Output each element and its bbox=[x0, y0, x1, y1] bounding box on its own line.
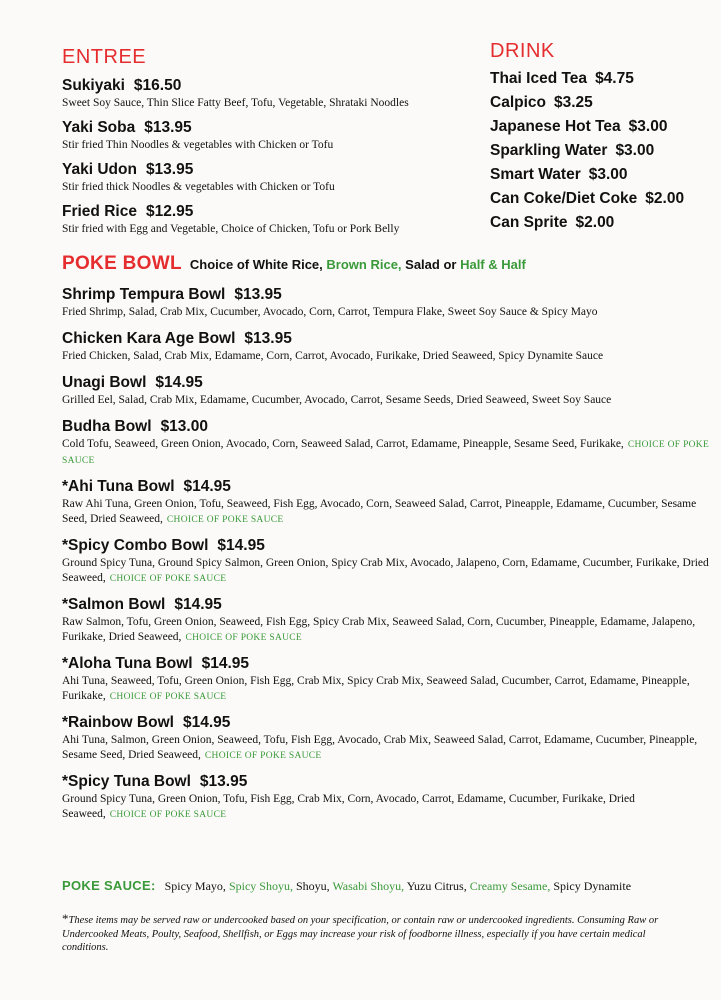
bowl-item-title bbox=[62, 536, 712, 556]
item-name: Unagi Bowl bbox=[62, 374, 147, 391]
item-price: $16.50 bbox=[133, 77, 182, 94]
item-description bbox=[62, 733, 712, 764]
item-name: *Salmon Bowl bbox=[62, 596, 166, 613]
bowl-item-title bbox=[62, 373, 712, 393]
drink-name: Thai Iced Tea bbox=[490, 70, 588, 87]
entree-item bbox=[62, 160, 482, 195]
item-description bbox=[62, 615, 712, 646]
sauce-option: Creamy Sesame, bbox=[469, 879, 551, 893]
drink-price: $3.00 bbox=[615, 142, 655, 159]
drink-item bbox=[490, 187, 715, 211]
asterisk: * bbox=[62, 911, 69, 926]
item-name: *Ahi Tuna Bowl bbox=[62, 478, 175, 495]
item-ingredients: Cold Tofu, Seaweed, Green Onion, Avocado, Corn, Seaweed Salad, Carrot, Edamame, Pineapple, Sesame Seed, Furikake, bbox=[62, 438, 624, 450]
item-ingredients: Ahi Tuna, Seaweed, Tofu, Green Onion, Fish Egg, Crab Mix, Spicy Crab Mix, Seaweed Salad, Cucumber, Carrot, Edamame, Pineapple, Furikake, bbox=[62, 675, 690, 702]
item-description bbox=[62, 393, 712, 409]
item-name: *Rainbow Bowl bbox=[62, 714, 174, 731]
bowl-item bbox=[62, 536, 712, 587]
bowl-item-title bbox=[62, 477, 712, 497]
item-name: *Spicy Tuna Bowl bbox=[62, 773, 191, 790]
sauce-tag: CHOICE OF POKE SAUCE bbox=[109, 574, 227, 584]
item-name: Fried Rice bbox=[62, 203, 137, 220]
sauce-tag: CHOICE OF POKE SAUCE bbox=[109, 692, 227, 702]
entree-item bbox=[62, 202, 482, 237]
drink-item bbox=[490, 115, 715, 139]
bowl-item-title bbox=[62, 772, 712, 792]
item-price: $13.00 bbox=[160, 418, 208, 435]
entree-item bbox=[62, 118, 482, 153]
choice-brown-rice: Brown Rice, bbox=[326, 257, 402, 272]
item-name: Yaki Soba bbox=[62, 119, 136, 136]
bowl-item bbox=[62, 417, 712, 469]
item-description bbox=[62, 497, 712, 528]
item-description: Sweet Soy Sauce, Thin Slice Fatty Beef, Tofu, Vegetable, Shrataki Noodles bbox=[62, 97, 409, 109]
item-name: *Spicy Combo Bowl bbox=[62, 537, 209, 554]
bowl-item-title bbox=[62, 285, 712, 305]
drink-price: $3.25 bbox=[553, 94, 593, 111]
item-name: Chicken Kara Age Bowl bbox=[62, 330, 236, 347]
item-price: $13.95 bbox=[145, 161, 194, 178]
sauce-tag: CHOICE OF POKE SAUCE bbox=[185, 633, 303, 643]
sauce-option: Yuzu Citrus, bbox=[406, 879, 467, 893]
item-price: $14.95 bbox=[174, 596, 222, 613]
sauce-tag: CHOICE OF POKE SAUCE bbox=[109, 810, 227, 820]
drink-list bbox=[490, 67, 715, 235]
item-description bbox=[62, 792, 712, 823]
disclaimer-text: These items may be served raw or undercooked based on your specification, or contain raw or undercooked ingredients. Consuming Raw or Undercooked Meats, Poulty, Seafood, Shellfish, or Eggs may increase your risk of foodborne illness, especially if you have certain medical conditions. bbox=[62, 915, 659, 953]
entree-item bbox=[62, 76, 482, 111]
item-price: $13.95 bbox=[199, 773, 248, 790]
item-ingredients: Raw Salmon, Tofu, Green Onion, Seaweed, Fish Egg, Spicy Crab Mix, Seaweed Salad, Corn, Cucumber, Pineapple, Edamame, Jalapeno, Furikake, Dried Seaweed, bbox=[62, 616, 696, 643]
item-name: Budha Bowl bbox=[62, 418, 152, 435]
entree-item-title bbox=[62, 76, 482, 96]
bowl-item-title bbox=[62, 595, 712, 615]
bowl-item-title bbox=[62, 329, 712, 349]
item-price: $12.95 bbox=[145, 203, 194, 220]
poke-bowl-list bbox=[62, 285, 712, 831]
sauce-option: Spicy Mayo, bbox=[164, 879, 226, 893]
drink-name: Can Coke/Diet Coke bbox=[490, 190, 638, 207]
item-description bbox=[62, 349, 712, 365]
drink-heading: DRINK bbox=[490, 40, 555, 62]
drink-name: Calpico bbox=[490, 94, 546, 111]
item-ingredients: Ahi Tuna, Salmon, Green Onion, Seaweed, Tofu, Fish Egg, Avocado, Crab Mix, Seaweed Salad, Carrot, Edamame, Cucumber, Pineapple, Sesame Seed, Dried Seaweed, bbox=[62, 734, 698, 761]
drink-item bbox=[490, 211, 715, 235]
drink-name: Sparkling Water bbox=[490, 142, 608, 159]
poke-bowl-heading: POKE BOWL bbox=[62, 253, 182, 274]
item-name: *Aloha Tuna Bowl bbox=[62, 655, 193, 672]
choice-half-half: Half & Half bbox=[460, 257, 526, 272]
item-description: Stir fried with Egg and Vegetable, Choice of Chicken, Tofu or Pork Belly bbox=[62, 223, 400, 235]
drink-name: Can Sprite bbox=[490, 214, 568, 231]
choice-salad: Salad or bbox=[405, 257, 457, 272]
item-description bbox=[62, 556, 712, 587]
entree-item-title bbox=[62, 160, 482, 180]
item-description bbox=[62, 437, 712, 469]
drink-name: Smart Water bbox=[490, 166, 581, 183]
raw-food-disclaimer bbox=[62, 912, 672, 955]
drink-price: $3.00 bbox=[628, 118, 668, 135]
item-name: Sukiyaki bbox=[62, 77, 125, 94]
item-ingredients: Grilled Eel, Salad, Crab Mix, Edamame, Cucumber, Avocado, Carrot, Sesame Seeds, Dried Seaweed, Sweet Soy Sauce bbox=[62, 394, 612, 406]
bowl-item bbox=[62, 285, 712, 321]
item-description bbox=[62, 305, 712, 321]
sauce-option: Shoyu, bbox=[295, 879, 330, 893]
entree-list bbox=[62, 76, 482, 244]
drink-item bbox=[490, 91, 715, 115]
sauce-tag: CHOICE OF POKE SAUCE bbox=[204, 751, 322, 761]
item-price: $13.95 bbox=[244, 330, 292, 347]
item-ingredients: Fried Shrimp, Salad, Crab Mix, Cucumber, Avocado, Corn, Carrot, Tempura Flake, Sweet Soy Sauce & Spicy Mayo bbox=[62, 306, 598, 318]
item-price: $14.95 bbox=[201, 655, 250, 672]
item-price: $13.95 bbox=[144, 119, 192, 136]
item-name: Shrimp Tempura Bowl bbox=[62, 286, 226, 303]
bowl-item-title bbox=[62, 654, 712, 674]
bowl-item bbox=[62, 373, 712, 409]
item-description bbox=[62, 674, 712, 705]
item-price: $14.95 bbox=[217, 537, 265, 554]
drink-item bbox=[490, 163, 715, 187]
drink-price: $4.75 bbox=[595, 70, 634, 87]
choice-white-rice: Choice of White Rice, bbox=[189, 257, 323, 272]
sauce-option: Spicy Dynamite bbox=[553, 879, 632, 893]
bowl-item bbox=[62, 477, 712, 528]
bowl-item bbox=[62, 654, 712, 705]
item-description: Stir fried thick Noodles & vegetables with Chicken or Tofu bbox=[62, 181, 335, 193]
drink-price: $2.00 bbox=[575, 214, 615, 231]
poke-bowl-header bbox=[62, 253, 526, 275]
item-price: $13.95 bbox=[234, 286, 282, 303]
drink-item bbox=[490, 139, 715, 163]
drink-price: $3.00 bbox=[588, 166, 628, 183]
item-price: $14.95 bbox=[183, 478, 231, 495]
bowl-item bbox=[62, 329, 712, 365]
item-description: Stir fried Thin Noodles & vegetables with Chicken or Tofu bbox=[62, 139, 334, 151]
drink-price: $2.00 bbox=[645, 190, 685, 207]
entree-item-title bbox=[62, 118, 482, 138]
bowl-item-title bbox=[62, 417, 712, 437]
sauce-tag: CHOICE OF POKE SAUCE bbox=[62, 440, 710, 466]
poke-sauce-list bbox=[62, 878, 631, 894]
entree-item-title bbox=[62, 202, 482, 222]
item-price: $14.95 bbox=[155, 374, 203, 391]
item-ingredients: Ground Spicy Tuna, Green Onion, Tofu, Fish Egg, Crab Mix, Corn, Avocado, Carrot, Edamame, Cucumber, Furikake, Dried Seaweed, bbox=[62, 793, 635, 820]
item-ingredients: Ground Spicy Tuna, Ground Spicy Salmon, Green Onion, Spicy Crab Mix, Avocado, Jalapeno, Corn, Edamame, Cucumber, Furikake, Dried Seaweed, bbox=[62, 557, 709, 584]
poke-bowl-choice bbox=[190, 257, 526, 272]
entree-heading: ENTREE bbox=[62, 46, 147, 68]
item-price: $14.95 bbox=[182, 714, 231, 731]
item-ingredients: Fried Chicken, Salad, Crab Mix, Edamame, Corn, Carrot, Avocado, Furikake, Dried Seaweed, Spicy Dynamite Sauce bbox=[62, 350, 604, 362]
drink-name: Japanese Hot Tea bbox=[490, 118, 621, 135]
poke-sauce-label: POKE SAUCE: bbox=[62, 878, 156, 893]
sauce-option: Wasabi Shoyu, bbox=[332, 879, 405, 893]
bowl-item bbox=[62, 772, 712, 823]
item-ingredients: Raw Ahi Tuna, Green Onion, Tofu, Seaweed, Fish Egg, Avocado, Corn, Seaweed Salad, Carrot, Pineapple, Edamame, Cucumber, Sesame Seed, Dried Seaweed, bbox=[62, 498, 697, 525]
bowl-item bbox=[62, 713, 712, 764]
bowl-item bbox=[62, 595, 712, 646]
sauce-tag: CHOICE OF POKE SAUCE bbox=[166, 515, 284, 525]
item-name: Yaki Udon bbox=[62, 161, 137, 178]
drink-item bbox=[490, 67, 715, 91]
sauce-option: Spicy Shoyu, bbox=[228, 879, 293, 893]
bowl-item-title bbox=[62, 713, 712, 733]
